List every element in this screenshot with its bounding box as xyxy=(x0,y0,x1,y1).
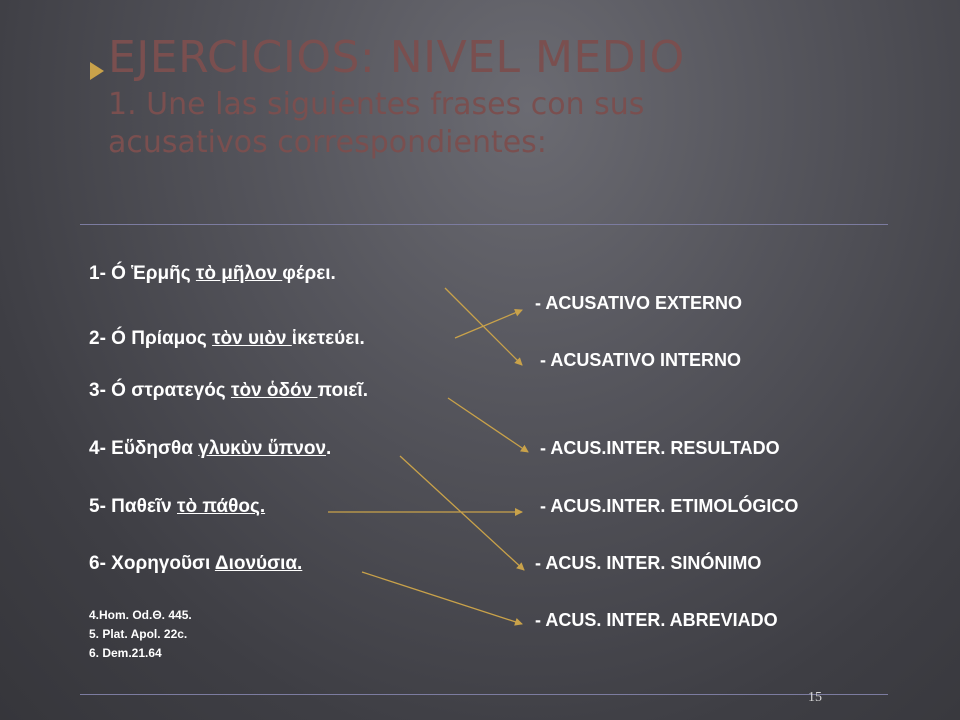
sentence-2-underlined: τὸν υιὸν xyxy=(212,328,292,349)
arrow-3 xyxy=(448,398,528,452)
page-title: EJERCICIOS: NIVEL MEDIO xyxy=(108,32,685,83)
sentence-2-suffix: ἱκετεύει. xyxy=(291,328,365,349)
reference-2: 5. Plat. Apol. 22c. xyxy=(89,627,188,641)
answer-3: - ACUS.INTER. RESULTADO xyxy=(540,438,780,458)
reference-3: 6. Dem.21.64 xyxy=(89,646,162,660)
sentence-3-prefix: 3- Ó στρατεγός xyxy=(89,380,231,401)
sentence-4-underlined: γλυκὺν ὕπνον xyxy=(198,438,327,459)
sentence-3-underlined: τὸν ὁδόν xyxy=(230,380,318,401)
page-number: 15 xyxy=(808,690,822,705)
sentence-5-prefix: 5- Παθεῖν xyxy=(89,496,177,517)
sentence-4-prefix: 4- Εὕδησθα xyxy=(89,438,199,459)
arrow-4 xyxy=(400,456,524,570)
sentence-6-prefix: 6- Χορηγοῦσι xyxy=(89,553,215,574)
answer-2: - ACUSATIVO INTERNO xyxy=(540,350,741,370)
arrow-2 xyxy=(455,310,522,338)
answer-4: - ACUS.INTER. ETIMOLÓGICO xyxy=(540,496,799,516)
bottom-divider xyxy=(80,694,888,695)
answer-6: - ACUS. INTER. ABREVIADO xyxy=(535,610,778,630)
sentence-6-underlined: Διονύσια. xyxy=(214,553,303,574)
sentence-1-suffix: φέρει. xyxy=(282,263,336,284)
sentence-3-suffix: ποιεῖ. xyxy=(317,380,368,401)
arrow-6 xyxy=(362,572,522,624)
answer-1: - ACUSATIVO EXTERNO xyxy=(535,293,743,313)
reference-1: 4.Hom. Od.Θ. 445. xyxy=(89,608,192,622)
answer-5: - ACUS. INTER. SINÓNIMO xyxy=(535,553,762,573)
sentence-4-suffix: . xyxy=(326,438,332,459)
title-subtitle-line-2: acusativos correspondientes: xyxy=(108,125,547,160)
sentence-1-underlined: τὸ μῆλον xyxy=(195,263,283,284)
sentence-1-prefix: 1- Ó Ἑρμῆς xyxy=(89,263,196,284)
sentence-2-prefix: 2- Ó Πρίαμος xyxy=(89,328,213,349)
sentence-5-underlined: τὸ πάθος. xyxy=(177,496,266,517)
title-subtitle-line-1: 1. Une las siguientes frases con sus xyxy=(108,87,645,122)
